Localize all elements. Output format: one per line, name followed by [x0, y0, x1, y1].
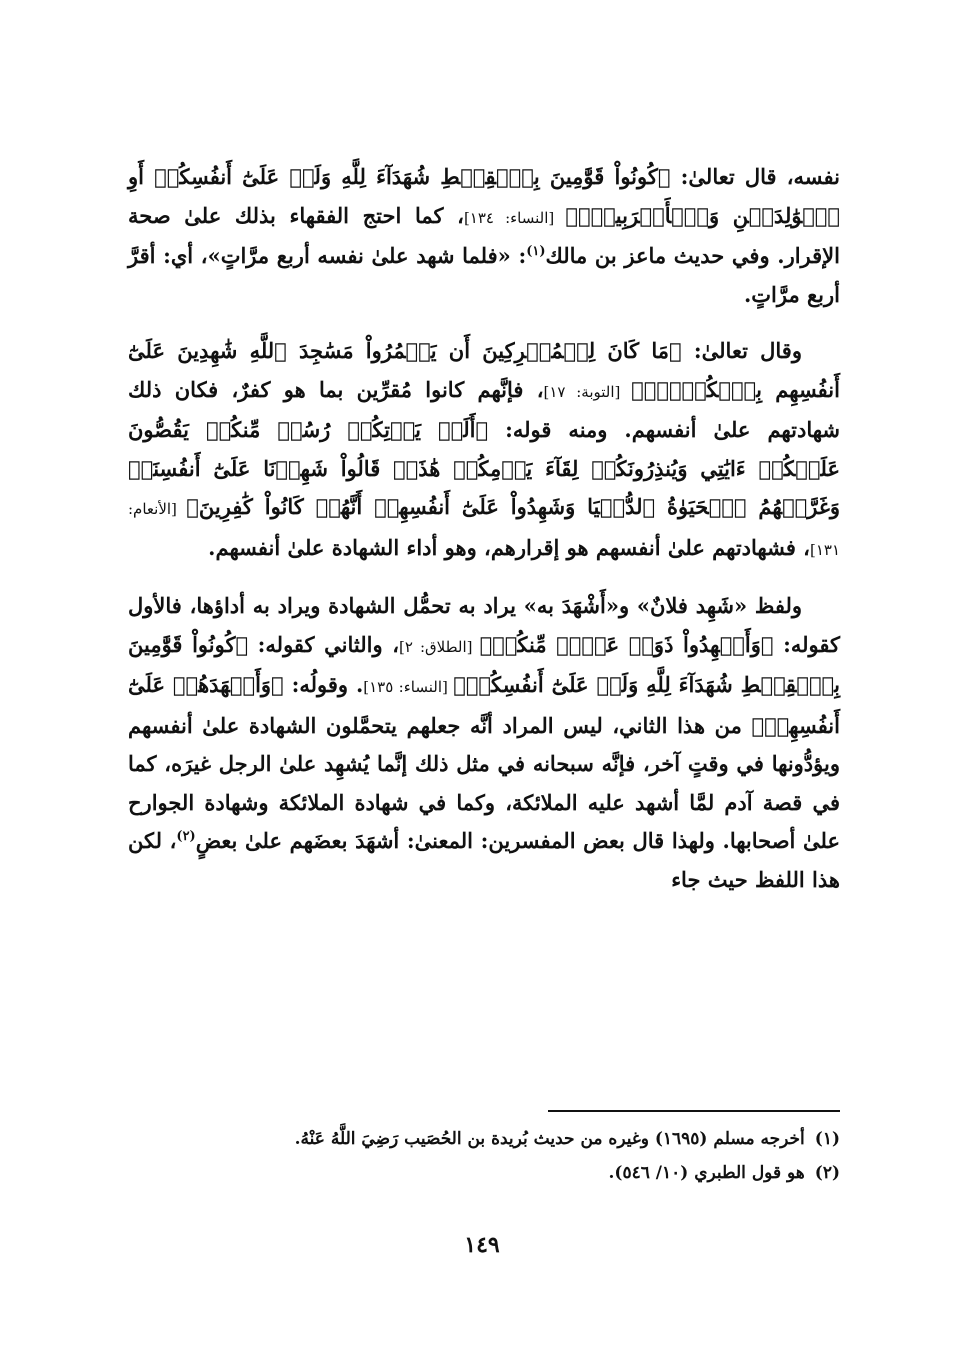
footnotes [128, 1122, 840, 1190]
footnote-number: (٢) [814, 1163, 840, 1183]
paragraph-text: نفسه، قال تعالىٰ: [670, 164, 840, 189]
verse-reference: [الطلاق: ٢] [398, 637, 480, 656]
footnote-separator [548, 1110, 840, 1112]
paragraph-text: من هذا الثاني، ليس المراد أنَّه جعلهم يتحمَّلون الشهادة علىٰ أنفسهم ويؤدُّونها في وقتٍ آخر، فإنَّه سبحانه في مثل ذلك إنَّما يُشهِد علىٰ الرجل غيرَه، كما في قصة آدم لمَّا أشهد عليه الملائكة، وكما في شهادة الملائكة وشهادة الجوارح علىٰ أصحابها. ولهذا قال بعض المفسرين: المعنىٰ: أشهَدَ بعضَهم علىٰ بعضٍ [128, 712, 840, 853]
quran-verse: ﴿وَأَشۡهِدُواْ ذَوَيۡ عَدۡلٖ مِّنكُمۡ﴾ [479, 631, 774, 657]
quran-verse: ﴿كُونُواْ قَوَّٰمِينَ بِٱلۡقِسۡطِ شُهَدَآءَ لِلَّهِ وَلَوۡ عَلَىٰٓ أَنفُسِكُمۡ﴾ [128, 631, 840, 697]
footnote-number: (١) [814, 1129, 840, 1149]
verse-reference: [النساء: ١٣٤] [463, 208, 566, 227]
main-text [128, 158, 840, 899]
paragraph [128, 587, 840, 899]
footnote-marker: (٢) [176, 829, 196, 844]
paragraph-text: ، فإنَّهم كانوا مُقرِّين بما هو كفرٌ، فكان ذلك شهادتهم علىٰ أنفسهم. ومنه قوله: [128, 376, 840, 442]
paragraph [128, 158, 840, 314]
quran-verse: ﴿كُونُواْ قَوَّٰمِينَ بِٱلۡقِسۡطِ شُهَدَآءَ لِلَّهِ وَلَوۡ عَلَىٰٓ أَنفُسِكُمۡ أَوِ ٱلۡوَٰلِدَيۡنِ وَٱلۡأَقۡرَبِينَۚ﴾ [128, 164, 840, 228]
footnote-text: هو قول الطبري (١٠/ ٥٤٦). [608, 1163, 805, 1183]
paragraph-text: . وقولُه: [283, 672, 364, 697]
paragraph-text: : «فلما شهد علىٰ نفسه أربع مرَّاتٍ»، أي: أقرَّ أربع مرَّاتٍ. [128, 243, 840, 307]
quran-verse: ﴿أَلَمۡ يَأۡتِكُمۡ رُسُلٞ مِّنكُمۡ يَقُصُّونَ عَلَيۡكُمۡ ءَايَٰتِي وَيُنذِرُونَكُمۡ لِقَآءَ يَوۡمِكُمۡ هَٰذَاۚ قَالُواْ شَهِدۡنَا عَلَىٰٓ أَنفُسِنَاۖ وَغَرَّتۡهُمُ ٱلۡحَيَوٰةُ ٱلدُّنۡيَا وَشَهِدُواْ عَلَىٰٓ أَنفُسِهِمۡ أَنَّهُمۡ كَانُواْ كَٰفِرِينَ﴾ [128, 417, 840, 519]
quran-verse: ﴿وَأَشۡهَدَهُمۡ عَلَىٰٓ أَنفُسِهِمۡ﴾ [128, 672, 840, 738]
page-number: ١٤٩ [464, 1232, 500, 1258]
paragraph [128, 332, 840, 569]
paragraph-text: ، فشهادتهم علىٰ أنفسهم هو إقرارهم، وهو أداء الشهادة علىٰ أنفسهم. [208, 534, 810, 560]
footnote [128, 1156, 840, 1190]
verse-reference: [الأنعام: ١٣١] [128, 500, 840, 559]
paragraph-text: ، والثاني كقوله: [248, 631, 399, 657]
footnote-marker: (١) [526, 244, 546, 259]
footnote-text: أخرجه مسلم (١٦٩٥) وغيره من حديث بُريدة بن الحُصَيب رَضِيَ اللَّهُ عَنْهُ. [294, 1129, 805, 1149]
verse-reference: [التوبة: ١٧] [543, 382, 632, 401]
paragraph-text: ، لكن هذا اللفظ حيث جاء [128, 828, 840, 892]
verse-reference: [النساء: ١٣٥] [363, 678, 454, 696]
footnote [128, 1122, 840, 1156]
quran-verse: ﴿مَا كَانَ لِلۡمُشۡرِكِينَ أَن يَعۡمُرُواْ مَسَٰجِدَ ٱللَّهِ شَٰهِدِينَ عَلَىٰٓ أَنفُسِهِم بِٱلۡكُفۡرِۚ﴾ [128, 338, 840, 402]
paragraph-text: وقال تعالىٰ: [681, 338, 802, 363]
paragraph-text: ، كما احتج الفقهاء بذلك علىٰ صحة الإقرار. وفي حديث ماعز بن مالك [128, 202, 840, 268]
paragraph-text: ولفظ «شَهِد فلانٌ» و«أَشْهَدَ به» يراد به تحمُّل الشهادة ويراد به أداؤها، فالأول كقوله: [128, 593, 840, 657]
